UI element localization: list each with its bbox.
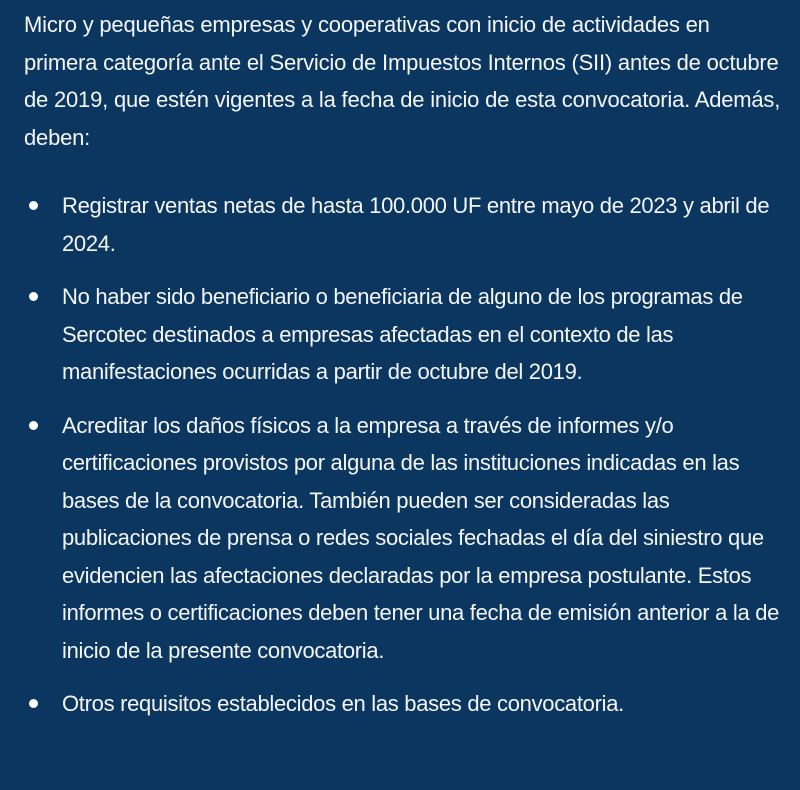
bullet-icon bbox=[29, 699, 38, 708]
bullet-icon bbox=[29, 201, 38, 210]
bullet-icon bbox=[29, 292, 38, 301]
intro-paragraph: Micro y pequeñas empresas y cooperativas con inicio de actividades en primera categoría ante el Servicio de Impuestos Internos (SII) antes de octubre de 2019, que estén vigentes a la fecha de inicio de esta convocatoria. Además, deben: bbox=[24, 12, 781, 150]
requirement-text: Acreditar los daños físicos a la empresa a través de informes y/o certificaciones provistos por alguna de las instituciones indicadas en las bases de la convocatoria. También pueden ser consideradas las publicaciones de prensa o redes sociales fechadas el día del siniestro que evidencien las afectaciones declaradas por la empresa postulante. Estos informes o certificaciones deben tener una fecha de emisión anterior a la de inicio de la presente convocatoria. bbox=[62, 412, 780, 663]
requirement-text: No haber sido beneficiario o beneficiaria de alguno de los programas de Sercotec destinados a empresas afectadas en el contexto de las manifestaciones ocurridas a partir de octubre del 2019. bbox=[62, 284, 743, 384]
list-item bbox=[24, 407, 788, 670]
requirement-text: Registrar ventas netas de hasta 100.000 UF entre mayo de 2023 y abril de 2024. bbox=[62, 193, 770, 256]
bullet-icon bbox=[29, 421, 38, 430]
requirement-text: Otros requisitos establecidos en las bases de convocatoria. bbox=[62, 691, 624, 716]
list-item bbox=[24, 685, 788, 723]
list-item bbox=[24, 278, 788, 391]
requirements-list bbox=[24, 187, 788, 723]
list-item bbox=[24, 187, 788, 262]
